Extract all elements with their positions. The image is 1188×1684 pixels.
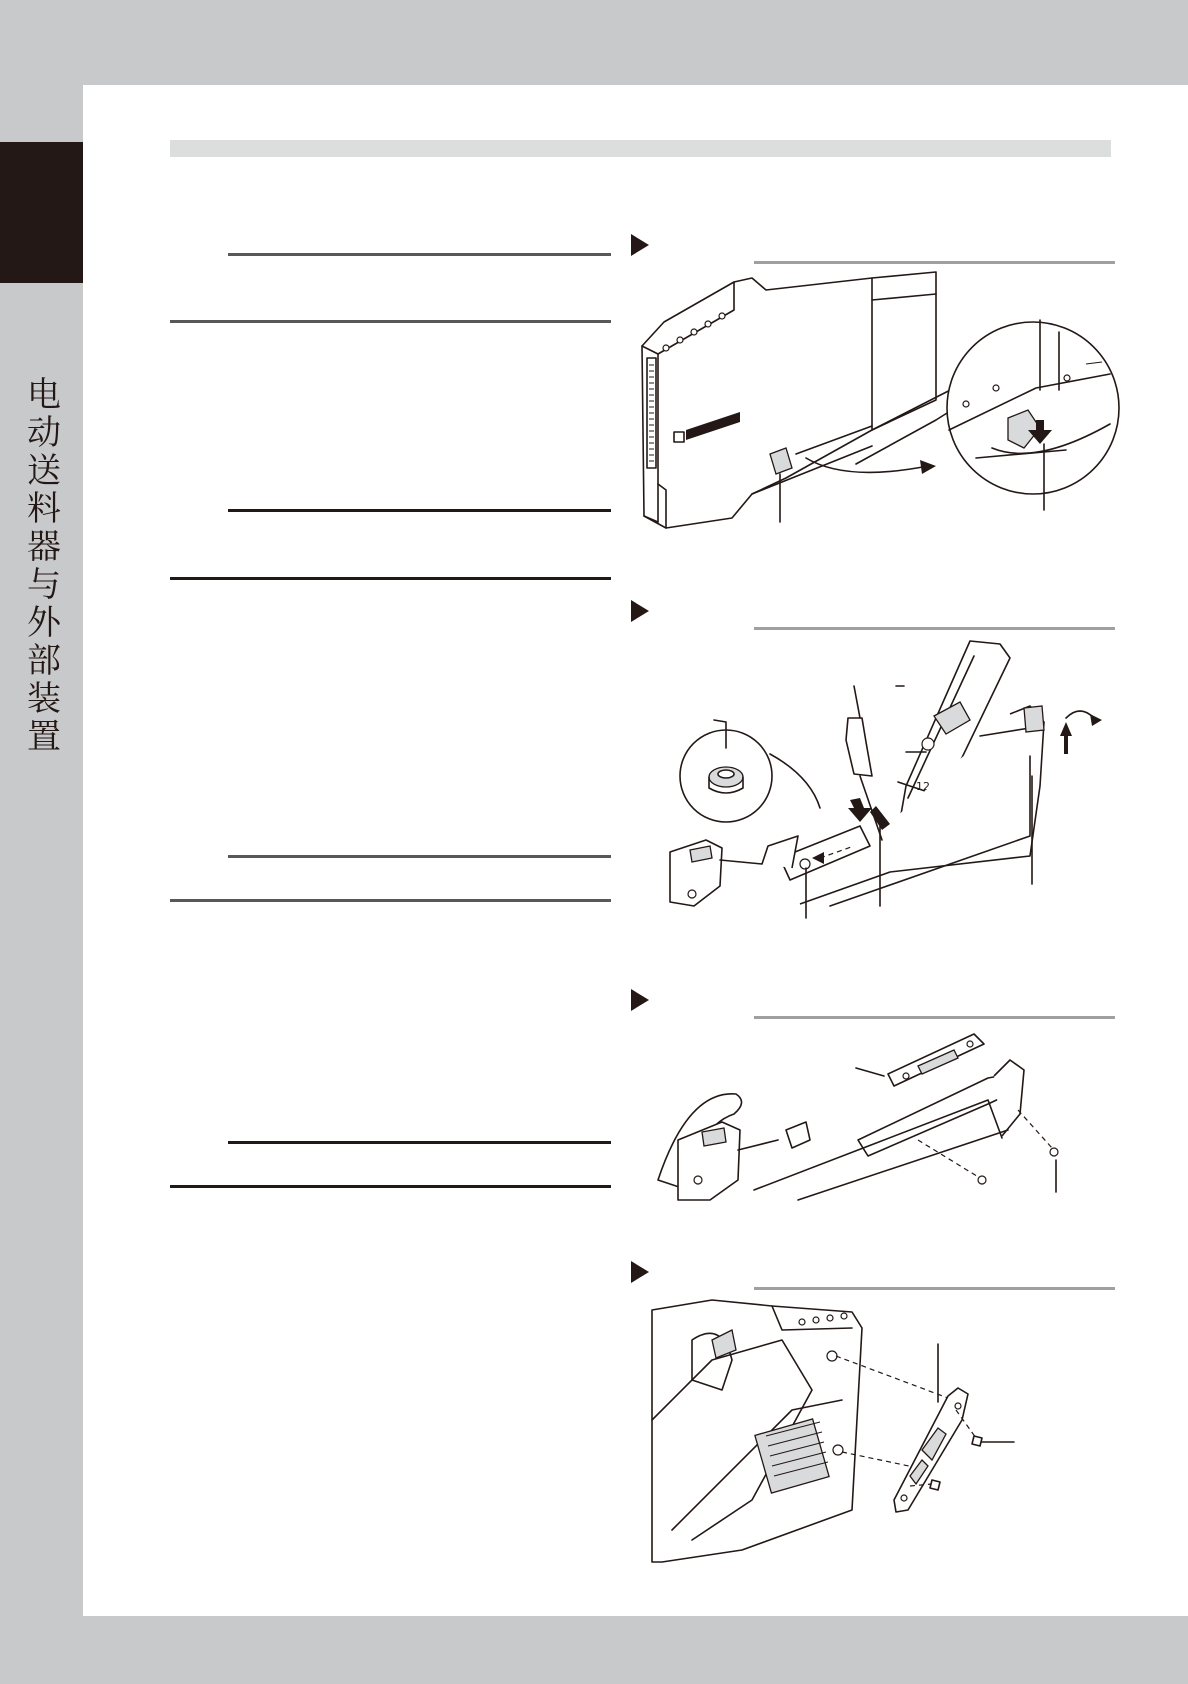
subsection-rule: [228, 1141, 611, 1144]
figure-rule: [754, 1287, 1115, 1290]
front-plate-illustration: [652, 1300, 1112, 1562]
chapter-label-char: 装: [27, 679, 61, 719]
chapter-label-char: 器: [27, 527, 61, 567]
subsection-rule: [228, 253, 611, 256]
chapter-label-char: 送: [27, 451, 61, 491]
subsection-rule: [228, 509, 611, 512]
chapter-label: [22, 376, 66, 756]
figure-rule: [754, 1016, 1115, 1019]
subsection-rule: [228, 855, 611, 858]
subsection-rule: [170, 1185, 611, 1188]
figure-rule: [754, 261, 1115, 264]
chapter-label-char: 动: [27, 413, 61, 453]
triangle-bullet-icon: [631, 234, 649, 256]
chute-arm-illustration: [658, 1030, 1108, 1210]
chapter-label-char: 料: [27, 489, 61, 529]
subsection-rule: [170, 577, 611, 580]
feeder-side-illustration: [636, 270, 1116, 530]
figure-rule: [754, 627, 1115, 630]
chapter-label-char: 置: [27, 717, 61, 757]
chute-removal-illustration: [670, 636, 1110, 916]
section-header-bar: [170, 140, 1111, 157]
chapter-label-char: 与: [27, 565, 61, 605]
chapter-label-char: 部: [27, 641, 61, 681]
chip-label: 12: [916, 780, 930, 793]
chapter-tab: [0, 142, 83, 283]
subsection-rule: [170, 899, 611, 902]
triangle-bullet-icon: [631, 1261, 649, 1283]
chapter-label-char: 外: [27, 603, 61, 643]
chapter-label-char: 电: [27, 375, 61, 415]
triangle-bullet-icon: [631, 600, 649, 622]
triangle-bullet-icon: [631, 989, 649, 1011]
subsection-rule: [170, 320, 611, 323]
